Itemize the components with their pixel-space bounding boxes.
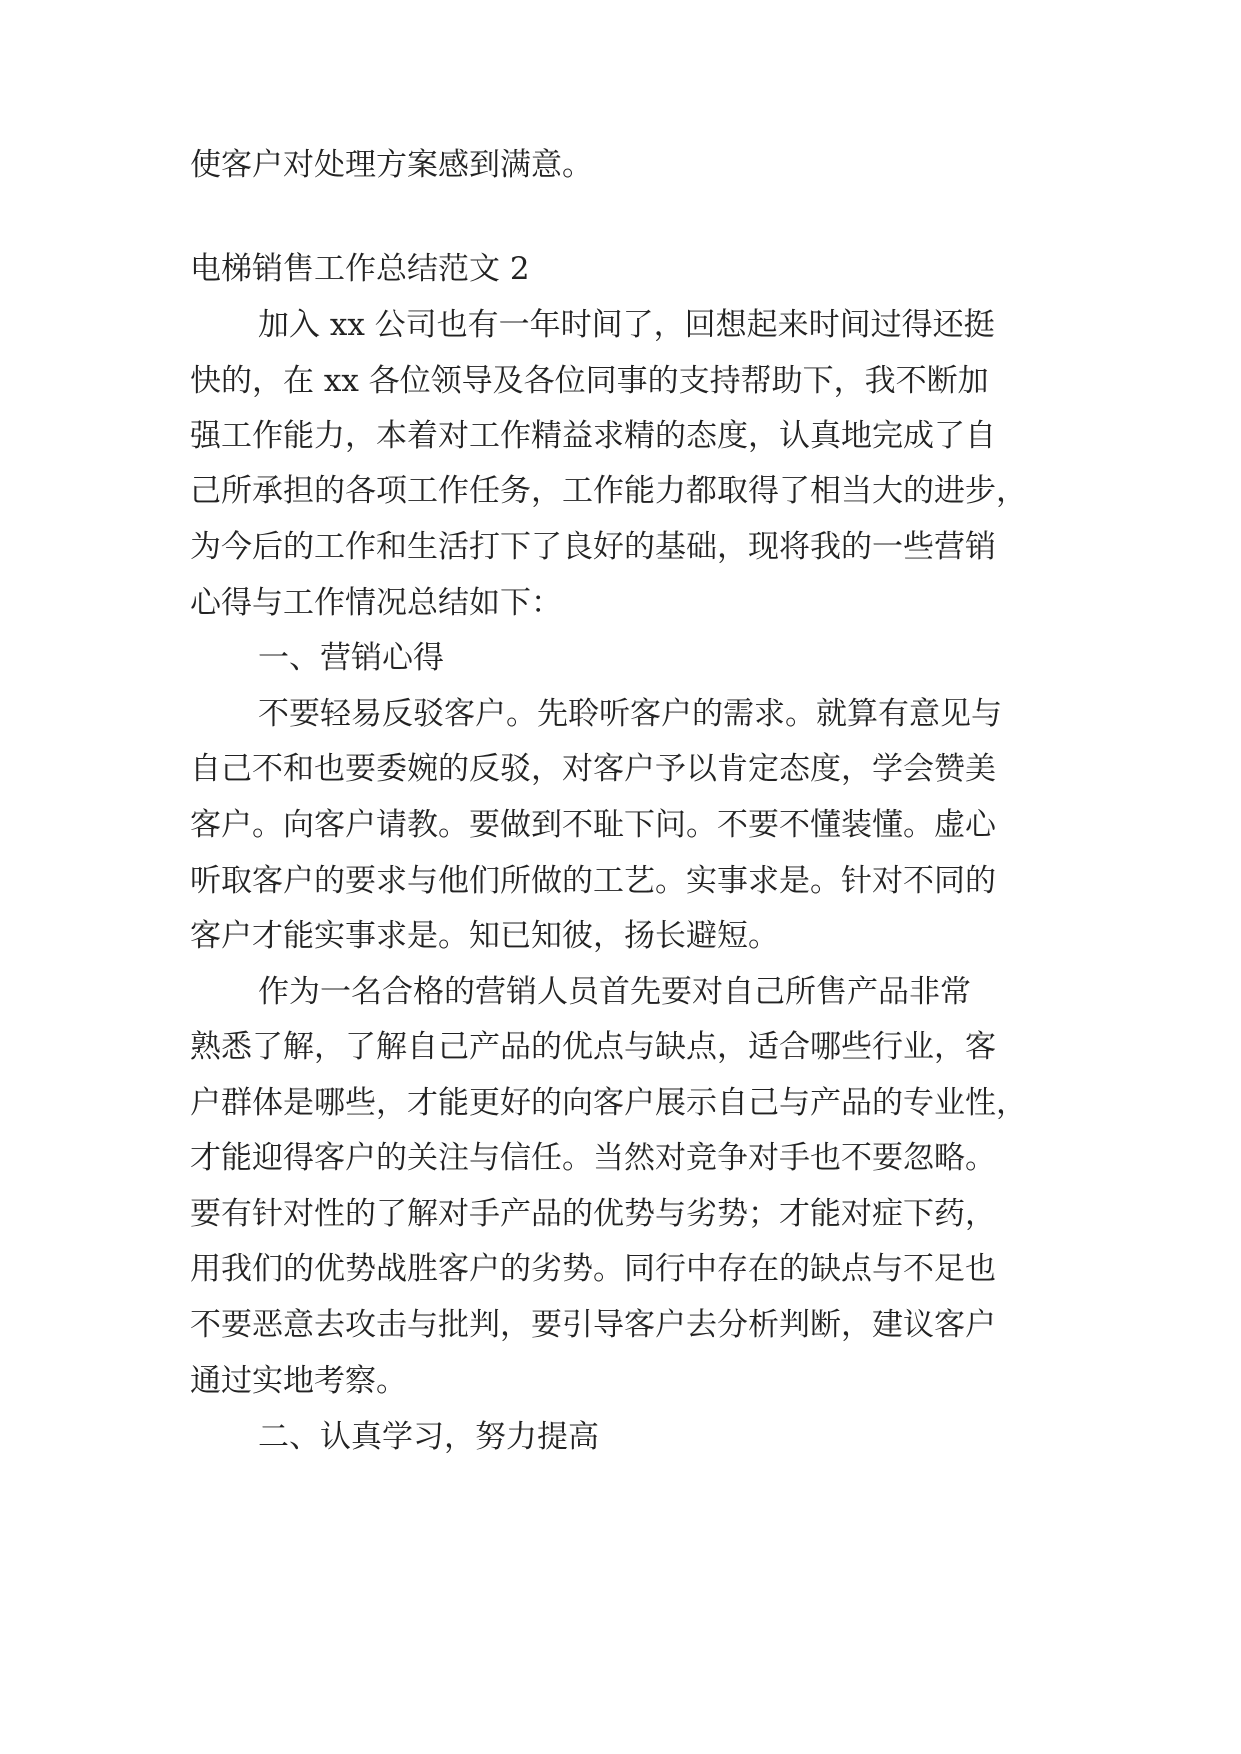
body-line: 作为一名合格的营销人员首先要对自己所售产品非常: [258, 974, 971, 1010]
intro-line: 为今后的工作和生活打下了良好的基础，现将我的一些营销: [190, 529, 996, 565]
body-line: 用我们的优势战胜客户的劣势。同行中存在的缺点与不足也: [190, 1251, 996, 1287]
intro-line: 己所承担的各项工作任务，工作能力都取得了相当大的进步，: [190, 473, 1027, 509]
section-heading: 二、认真学习，努力提高: [258, 1419, 599, 1455]
body-line: 不要恶意去攻击与批判，要引导客户去分析判断，建议客户: [190, 1307, 996, 1343]
body-line: 户群体是哪些，才能更好的向客户展示自己与产品的专业性，: [190, 1085, 1027, 1121]
document-title: 电梯销售工作总结范文 2: [190, 251, 530, 287]
body-line: 通过实地考察。: [190, 1363, 407, 1399]
body-line: 才能迎得客户的关注与信任。当然对竞争对手也不要忽略。: [190, 1140, 996, 1176]
intro-line: 快的，在 xx 各位领导及各位同事的支持帮助下，我不断加: [190, 363, 989, 399]
body-line: 客户。向客户请教。要做到不耻下问。不要不懂装懂。虚心: [190, 807, 996, 843]
intro-line: 心得与工作情况总结如下：: [190, 585, 562, 621]
body-line: 不要轻易反驳客户。先聆听客户的需求。就算有意见与: [258, 696, 1002, 732]
body-line: 熟悉了解，了解自己产品的优点与缺点，适合哪些行业，客: [190, 1029, 996, 1065]
intro-line: 强工作能力，本着对工作精益求精的态度，认真地完成了自: [190, 418, 996, 454]
body-line: 自己不和也要委婉的反驳，对客户予以肯定态度，学会赞美: [190, 751, 996, 787]
body-line: 要有针对性的了解对手产品的优势与劣势；才能对症下药，: [190, 1196, 996, 1232]
section-heading: 一、营销心得: [258, 640, 444, 676]
intro-line: 加入 xx 公司也有一年时间了，回想起来时间过得还挺: [258, 307, 995, 343]
body-line: 客户才能实事求是。知已知彼，扬长避短。: [190, 918, 779, 954]
paragraph-fragment: 使客户对处理方案感到满意。: [190, 147, 593, 183]
body-line: 听取客户的要求与他们所做的工艺。实事求是。针对不同的: [190, 863, 996, 899]
